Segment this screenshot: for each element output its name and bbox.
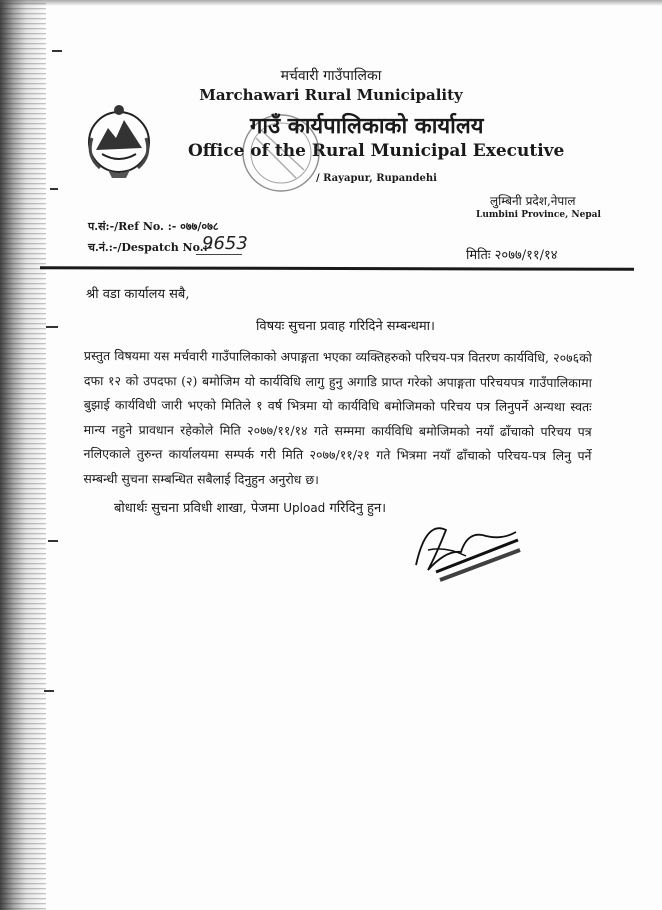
header-divider (40, 266, 634, 271)
salutation: श्री वडा कार्यालय सबै, (86, 287, 190, 302)
office-name-nepali: गाउँ कार्यपालिकाको कार्यालय (250, 113, 484, 139)
scan-mark (44, 690, 54, 692)
despatch-underline (196, 254, 242, 255)
scan-shadow-edge (0, 0, 46, 910)
cc-upload-word: Upload (283, 501, 326, 515)
scan-shadow-top (0, 0, 662, 6)
cc-prefix: बोधार्थः सुचना प्रविधी शाखा, पेजमा (114, 501, 280, 516)
cc-line (114, 498, 386, 516)
nepal-emblem-icon (78, 98, 160, 180)
municipality-name-english: Marchawari Rural Municipality (199, 86, 463, 104)
municipality-name-nepali: मर्चवारी गाउँपालिका (280, 68, 382, 84)
cc-suffix: गरिदिनु हुन। (329, 501, 387, 516)
scan-mark (50, 188, 58, 190)
letter-body: प्रस्तुत विषयमा यस मर्चवारी गाउँपालिकाको अपाङ्गता भएका व्यक्तिहरुको परिचय-पत्र वितरण कार्यविधि, २०७६को दफा १२ को उपदफा (२) बमोजिम यो कार्यविधि लागु हुनु अगाडि प्राप्त गरेको अपाङ्गता परिचयपत्र गाउँपालिकामा बुझाई कार्यविधी जारी भएको मितिले १ वर्ष भित्रमा यो कार्यविधि बमोजिमको परिचय पत्र लिनुपर्ने अन्यथा स्वतः मान्य नहुने प्रावधान रहेकोले मिति २०७७/११/१४ गते सम्ममा कार्यविधि बमोजिमको नयाँ ढाँचाको परिचय पत्र नलिएकाले तुरुन्त कार्यालयमा सम्पर्क गरी मिति २०७७/११/२१ गते भित्रमा नयाँ ढाँचाको परिचय-पत्र लिनु पर्ने सम्बन्धी सुचना सम्बन्धित सबैलाई दिनुहुन अनुरोध छ। (83, 347, 592, 487)
despatch-label: च.नं.:-/Despatch No.:- (88, 241, 213, 254)
scan-mark (48, 540, 58, 542)
scan-mark (52, 50, 62, 52)
signature-icon (406, 510, 526, 590)
reference-number: प.सं:-/Ref No. :- ०७७/०७८ (88, 220, 219, 233)
subject-line: विषयः सुचना प्रवाह गरिदिने सम्बन्धमा। (256, 319, 435, 334)
scan-mark (46, 326, 58, 328)
office-name-english: Office of the Rural Municipal Executive (188, 141, 565, 161)
office-address: / Rayapur, Rupandehi (316, 173, 437, 184)
province-english: Lumbini Province, Nepal (476, 210, 601, 220)
letter-date: मितिः २०७७/११/१४ (466, 248, 558, 263)
province-nepali: लुम्बिनी प्रदेश,नेपाल (490, 194, 576, 208)
despatch-number-handwritten: 9653 (202, 233, 248, 254)
